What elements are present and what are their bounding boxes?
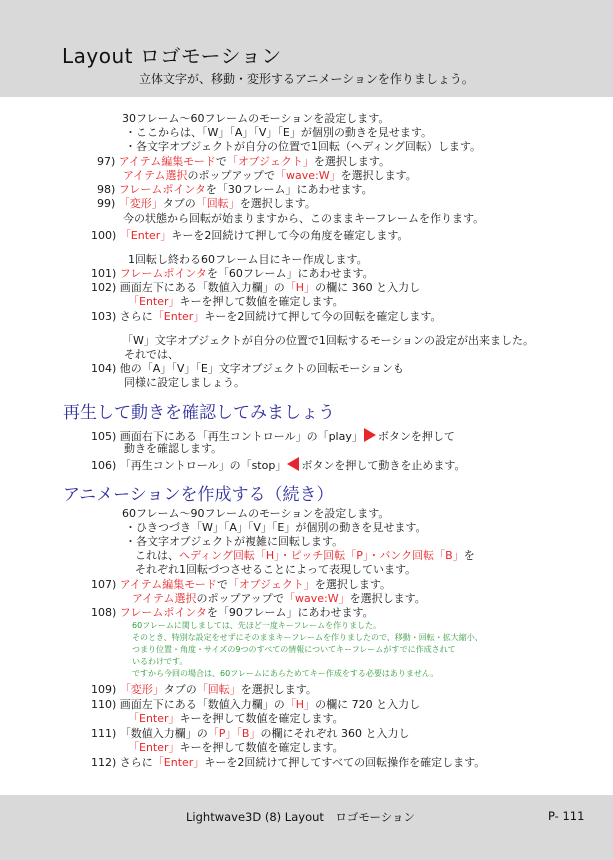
step-99 [97,197,316,211]
keyword: フレームポインタ [119,267,207,280]
step-97 [97,155,390,169]
keyword: フレームポインタ [118,183,206,196]
w-done-line: 「W」文字オブジェクトが自分の位置で1回転するモーションの設定が出来ました。 [122,334,535,347]
keyword: アイテム選択 [123,169,188,182]
step-101 [91,267,374,281]
page-subtitle: 立体文字が、移動・変形するアニメーションを作りましょう。 [139,72,474,86]
text: を [463,549,475,562]
step-number: 111) [91,727,117,740]
step-number: 105) [91,430,117,443]
text: タブの [163,683,197,696]
footer-band [0,795,613,860]
header-band [0,0,613,97]
text: の欄に 360 と入力し [315,281,421,294]
step-number: 99) [97,197,116,210]
step-104-cont: 同様に設定しましょう。 [124,376,245,389]
keyword: 「Enter」 [152,310,205,323]
text: で [216,578,228,591]
footer-title: Lightwave3D (8) Layout ロゴモーション [186,810,415,824]
step-100 [91,229,408,243]
intro-line: ・各文字オブジェクトが自分の位置で1回転（ヘディング回転）します。 [125,140,482,153]
step-number: 101) [91,267,117,280]
text: さらに [119,310,153,323]
text: ボタンを押して [377,430,455,443]
text: 画面左下にある「数値入力欄」の [119,698,285,711]
step-97-cont [123,169,417,183]
text: キーを2回続けて押して今の角度を確定します。 [171,229,409,242]
w-done-line: それでは、 [124,348,179,361]
keyword: 「変形」 [119,683,164,696]
keyword: 「wave:W」 [275,169,341,182]
step-102-cont [128,295,344,309]
keyword: フレームポインタ [119,606,207,619]
text: 画面左下にある「数値入力欄」の [119,281,285,294]
step-109 [91,683,317,697]
step-104 [91,362,404,376]
text: タブの [162,197,196,210]
keyword: 「H」 [284,698,316,711]
step-98 [97,183,373,197]
keyword: 「オブジェクト」 [226,155,314,168]
text: を選択します。 [240,683,317,696]
note-line: 60フレームに関しましては、先ほど一度キーフレームを作りました。 [132,621,382,630]
mid-line: 1回転し終わる60フレーム目にキー作成します。 [128,253,368,266]
keyword: 「wave:W」 [284,592,350,605]
keyword: アイテム編集モード [119,578,217,591]
step-103 [91,310,441,324]
step-number: 107) [91,578,117,591]
step-number: 102) [91,281,117,294]
text: の欄に 720 と入力し [315,698,421,711]
note-line: ですから今回の場合は、60フレームにあらためてキー作成をする必要はありません。 [132,669,439,678]
text: を選択します。 [314,578,391,591]
keyword: 「Enter」 [128,741,180,754]
stop-triangle-icon [287,457,299,471]
step-number: 110) [91,698,117,711]
keyword: 「変形」 [118,197,163,210]
text: のポップアップで [187,169,276,182]
note-line: いるわけです。 [132,657,188,666]
anim-line: ・各文字オブジェクトが複雑に回転します。 [125,535,344,548]
anim-line: 60フレーム〜90フレームのモーションを設定します。 [122,507,390,520]
text: ボタンを押して動きを止めます。 [301,459,466,472]
keyword: 「Enter」 [128,295,180,308]
step-107-cont [132,592,426,606]
keyword: ヘディング回転「H」・ピッチ回転「P」・バンク回転「B」 [179,549,464,562]
play-triangle-icon [364,428,376,442]
step-number: 104) [91,362,117,375]
text: 他の「A」「V」「E」文字オブジェクトの回転モーションも [119,362,404,375]
step-number: 103) [91,310,117,323]
keyword: 「回転」 [196,683,241,696]
text: を選択します。 [349,592,426,605]
note-line: そのとき、特別な設定をせずにそのままキーフレームを作りましたので、移動・回転・拡大縮小、 [132,633,483,642]
text: キーを2回続けて押してすべての回転操作を確定します。 [204,756,486,769]
text: 画面右下にある「再生コントロール」の「play」 [119,430,363,443]
note-line: つまり位置・角度・サイズの9つのすべての情報についてキーフレームがすでに作成されて [132,645,456,654]
intro-line: ・ここからは、「W」「A」「V」「E」が個別の動きを見せます。 [125,126,432,139]
keyword: アイテム編集モード [118,155,216,168]
keyword: 「Enter」 [152,756,205,769]
text: を選択します。 [313,155,390,168]
step-112 [91,756,485,770]
text: を「30フレーム」にあわせます。 [205,183,373,196]
page-title: Layout ロゴモーション [62,44,282,68]
keyword: 「Enter」 [119,229,172,242]
section-heading-playback: 再生して動きを確認してみましょう [63,403,335,423]
text: 「再生コントロール」の「stop」 [119,459,287,472]
anim-line: それぞれ1回転づつさせることによって表現しています。 [135,563,417,576]
step-105-cont: 動きを確認します。 [124,442,223,455]
step-110-cont [128,712,344,726]
text: を選択します。 [340,169,417,182]
step-111 [91,727,409,741]
step-106 [91,457,465,473]
step-107 [91,578,391,592]
step-number: 97) [97,155,116,168]
step-number: 108) [91,606,117,619]
text: を「90フレーム」にあわせます。 [206,606,374,619]
page-number: P- 111 [548,809,585,823]
step-99-cont: 今の状態から回転が始まりますから、このままキーフレームを作ります。 [123,212,485,225]
text: キーを押して数値を確定します。 [179,295,344,308]
text: で [215,155,227,168]
keyword: 「Enter」 [128,712,180,725]
step-102 [91,281,420,295]
step-number: 109) [91,683,117,696]
keyword: 「P」「B」 [207,727,261,740]
step-108 [91,606,374,620]
text: を「60フレーム」にあわせます。 [206,267,374,280]
step-number: 106) [91,459,117,472]
anim-line: ・ひきつづき「W」「A」「V」「E」が個別の動きを見せます。 [125,521,427,534]
text: のポップアップで [196,592,285,605]
step-110 [91,698,420,712]
step-111-cont [128,741,344,755]
step-number: 112) [91,756,117,769]
text: これは、 [135,549,179,562]
intro-line: 30フレーム〜60フレームのモーションを設定します。 [122,112,390,125]
step-number: 100) [91,229,117,242]
text: さらに [119,756,153,769]
keyword: 「回転」 [195,197,240,210]
keyword: アイテム選択 [132,592,197,605]
keyword: 「H」 [284,281,316,294]
text: キーを押して数値を確定します。 [179,741,344,754]
keyword: 「オブジェクト」 [227,578,315,591]
text: の欄にそれぞれ 360 と入力し [260,727,410,740]
text: キーを押して数値を確定します。 [179,712,344,725]
text: を選択します。 [239,197,316,210]
text: 「数値入力欄」の [119,727,208,740]
step-number: 98) [97,183,116,196]
anim-line [135,549,475,563]
text: キーを2回続けて押して今の回転を確定します。 [204,310,442,323]
section-heading-animation: アニメーションを作成する（続き） [63,485,334,505]
